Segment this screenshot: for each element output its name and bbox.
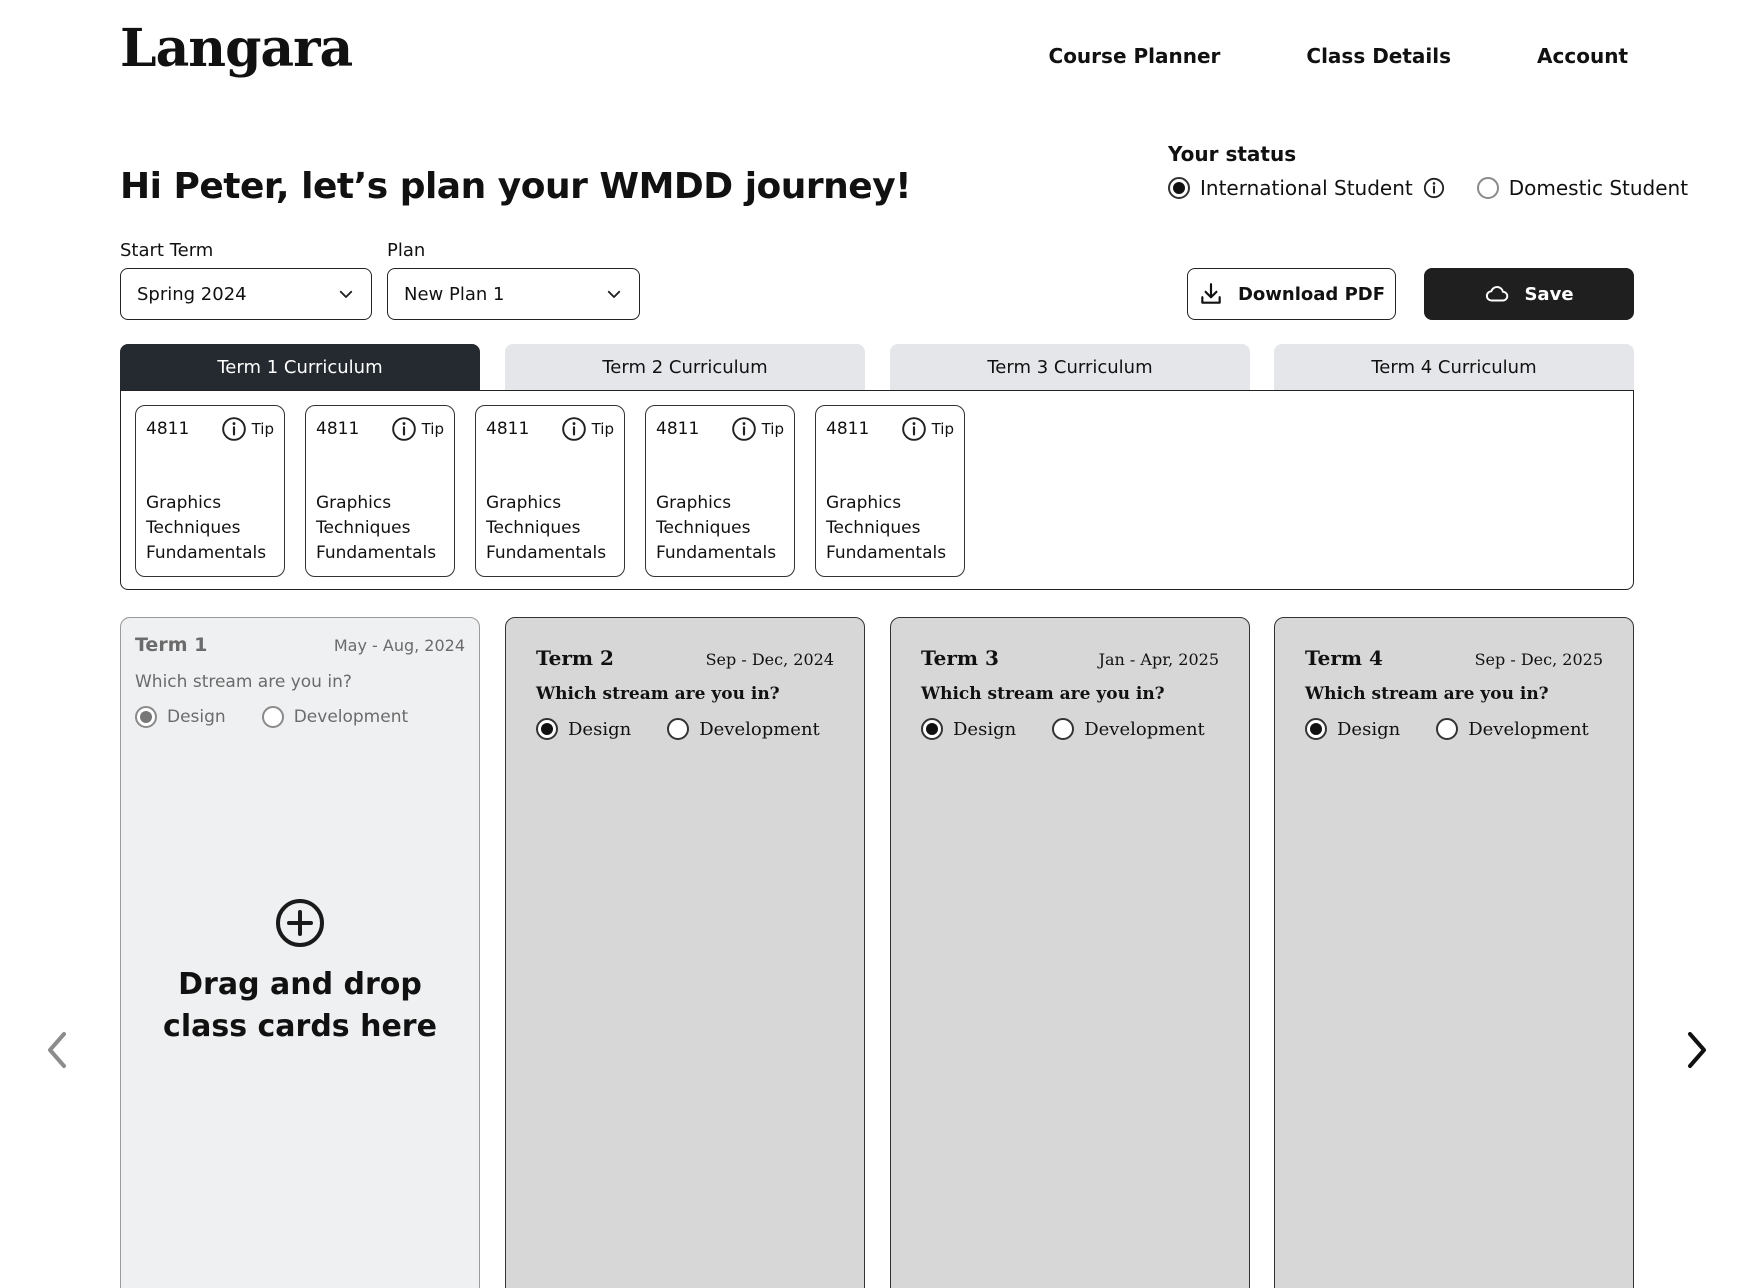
- term-dates: Sep - Dec, 2025: [1474, 650, 1603, 669]
- chevron-right-icon[interactable]: [1676, 1028, 1716, 1072]
- status-international-label: International Student: [1200, 176, 1413, 200]
- nav-account[interactable]: Account: [1537, 44, 1628, 68]
- header: [0, 0, 1748, 110]
- term-name: Term 3: [921, 646, 999, 670]
- status-domestic-option[interactable]: [1477, 176, 1688, 200]
- term-1-column: [120, 617, 480, 1288]
- course-tip[interactable]: [901, 416, 954, 442]
- curriculum-panel: [120, 390, 1634, 590]
- cloud-icon: [1484, 281, 1510, 307]
- course-tip[interactable]: [391, 416, 444, 442]
- info-icon: [901, 416, 927, 442]
- course-tip-label: Tip: [591, 420, 614, 438]
- status-international-option[interactable]: [1168, 176, 1445, 200]
- info-icon: [391, 416, 417, 442]
- stream-design-option[interactable]: [921, 718, 1016, 740]
- start-term-label: Start Term: [120, 240, 214, 261]
- term-dates: May - Aug, 2024: [333, 636, 465, 655]
- chevron-down-icon: [605, 285, 623, 303]
- main-nav: [1049, 44, 1628, 68]
- stream-options: [135, 706, 408, 728]
- stream-design-radio[interactable]: [536, 718, 558, 740]
- stream-options: [921, 718, 1205, 740]
- course-name: Graphics Techniques Fundamentals: [486, 493, 607, 563]
- tab-term-1-curriculum[interactable]: Term 1 Curriculum: [120, 344, 480, 390]
- tab-term-3-curriculum[interactable]: Term 3 Curriculum: [890, 344, 1250, 390]
- course-tip[interactable]: [731, 416, 784, 442]
- info-icon[interactable]: [1423, 177, 1445, 199]
- term-name: Term 1: [135, 634, 208, 656]
- stream-design-label: Design: [167, 707, 226, 727]
- status-domestic-label: Domestic Student: [1508, 176, 1689, 200]
- course-name: Graphics Techniques Fundamentals: [146, 493, 267, 563]
- term-dates: Jan - Apr, 2025: [1098, 650, 1219, 669]
- start-term-select[interactable]: [120, 268, 372, 320]
- course-code: 4811: [146, 419, 190, 439]
- stream-development-option[interactable]: [1052, 718, 1205, 740]
- term-name: Term 2: [536, 646, 614, 670]
- stream-design-option[interactable]: [536, 718, 631, 740]
- course-code: 4811: [656, 419, 700, 439]
- stream-options: [1305, 718, 1589, 740]
- course-name: Graphics Techniques Fundamentals: [826, 493, 947, 563]
- stream-design-option[interactable]: [135, 706, 226, 728]
- plus-circle-icon: [275, 898, 325, 948]
- course-name: Graphics Techniques Fundamentals: [656, 493, 777, 563]
- curriculum-tabs: [120, 344, 1634, 390]
- course-tip-label: Tip: [421, 420, 444, 438]
- stream-question: Which stream are you in?: [536, 684, 780, 704]
- nav-class-details[interactable]: Class Details: [1306, 44, 1452, 68]
- course-tip-label: Tip: [761, 420, 784, 438]
- tab-term-2-curriculum[interactable]: Term 2 Curriculum: [505, 344, 865, 390]
- course-name: Graphics Techniques Fundamentals: [316, 493, 437, 563]
- stream-development-label: Development: [699, 718, 820, 740]
- term-dates: Sep - Dec, 2024: [705, 650, 834, 669]
- course-card[interactable]: [645, 405, 795, 577]
- term-4-column: [1274, 617, 1634, 1288]
- course-tip-label: Tip: [931, 420, 954, 438]
- course-card[interactable]: [305, 405, 455, 577]
- stream-development-radio[interactable]: [667, 718, 689, 740]
- stream-options: [536, 718, 820, 740]
- plan-select[interactable]: [387, 268, 640, 320]
- chevron-down-icon: [337, 285, 355, 303]
- start-term-value: Spring 2024: [137, 283, 247, 305]
- stream-question: Which stream are you in?: [1305, 684, 1549, 704]
- term-name: Term 4: [1305, 646, 1383, 670]
- download-pdf-label: Download PDF: [1237, 283, 1385, 305]
- status-international-radio[interactable]: [1168, 177, 1190, 199]
- course-code: 4811: [316, 419, 360, 439]
- stream-development-option[interactable]: [262, 706, 408, 728]
- tab-term-4-curriculum[interactable]: Term 4 Curriculum: [1274, 344, 1634, 390]
- save-label: Save: [1524, 283, 1574, 305]
- stream-development-label: Development: [293, 707, 409, 727]
- nav-course-planner[interactable]: Course Planner: [1048, 44, 1221, 68]
- info-icon: [731, 416, 757, 442]
- stream-development-option[interactable]: [667, 718, 820, 740]
- course-tip[interactable]: [561, 416, 614, 442]
- info-icon: [221, 416, 247, 442]
- course-code: 4811: [486, 419, 530, 439]
- download-pdf-button[interactable]: [1187, 268, 1396, 320]
- stream-design-option[interactable]: [1305, 718, 1400, 740]
- course-tip[interactable]: [221, 416, 274, 442]
- course-code: 4811: [826, 419, 870, 439]
- status-title: Your status: [1168, 142, 1297, 166]
- logo[interactable]: Langara: [120, 18, 353, 79]
- drop-zone[interactable]: [121, 898, 479, 1048]
- course-card[interactable]: [475, 405, 625, 577]
- stream-design-radio[interactable]: [135, 706, 157, 728]
- plan-label: Plan: [387, 240, 426, 261]
- stream-design-label: Design: [953, 718, 1017, 740]
- stream-question: Which stream are you in?: [135, 672, 352, 692]
- stream-development-label: Development: [1468, 718, 1589, 740]
- stream-question: Which stream are you in?: [921, 684, 1165, 704]
- save-button[interactable]: [1424, 268, 1634, 320]
- stream-design-radio[interactable]: [1305, 718, 1327, 740]
- term-3-column: [890, 617, 1250, 1288]
- stream-development-radio[interactable]: [262, 706, 284, 728]
- stream-development-radio[interactable]: [1436, 718, 1458, 740]
- stream-development-option[interactable]: [1436, 718, 1589, 740]
- drop-zone-text: Drag and drop class cards here: [163, 967, 437, 1044]
- stream-development-label: Development: [1084, 718, 1205, 740]
- status-group: [1168, 142, 1688, 200]
- download-icon: [1198, 281, 1224, 307]
- stream-design-label: Design: [568, 718, 632, 740]
- stream-design-radio[interactable]: [921, 718, 943, 740]
- plan-value: New Plan 1: [404, 283, 505, 305]
- course-tip-label: Tip: [251, 420, 274, 438]
- stream-development-radio[interactable]: [1052, 718, 1074, 740]
- info-icon: [561, 416, 587, 442]
- course-card[interactable]: [815, 405, 965, 577]
- status-domestic-radio[interactable]: [1477, 177, 1499, 199]
- course-card[interactable]: [135, 405, 285, 577]
- term-2-column: [505, 617, 865, 1288]
- chevron-left-icon[interactable]: [38, 1028, 78, 1072]
- page-title: Hi Peter, let’s plan your WMDD journey!: [120, 166, 912, 207]
- stream-design-label: Design: [1337, 718, 1401, 740]
